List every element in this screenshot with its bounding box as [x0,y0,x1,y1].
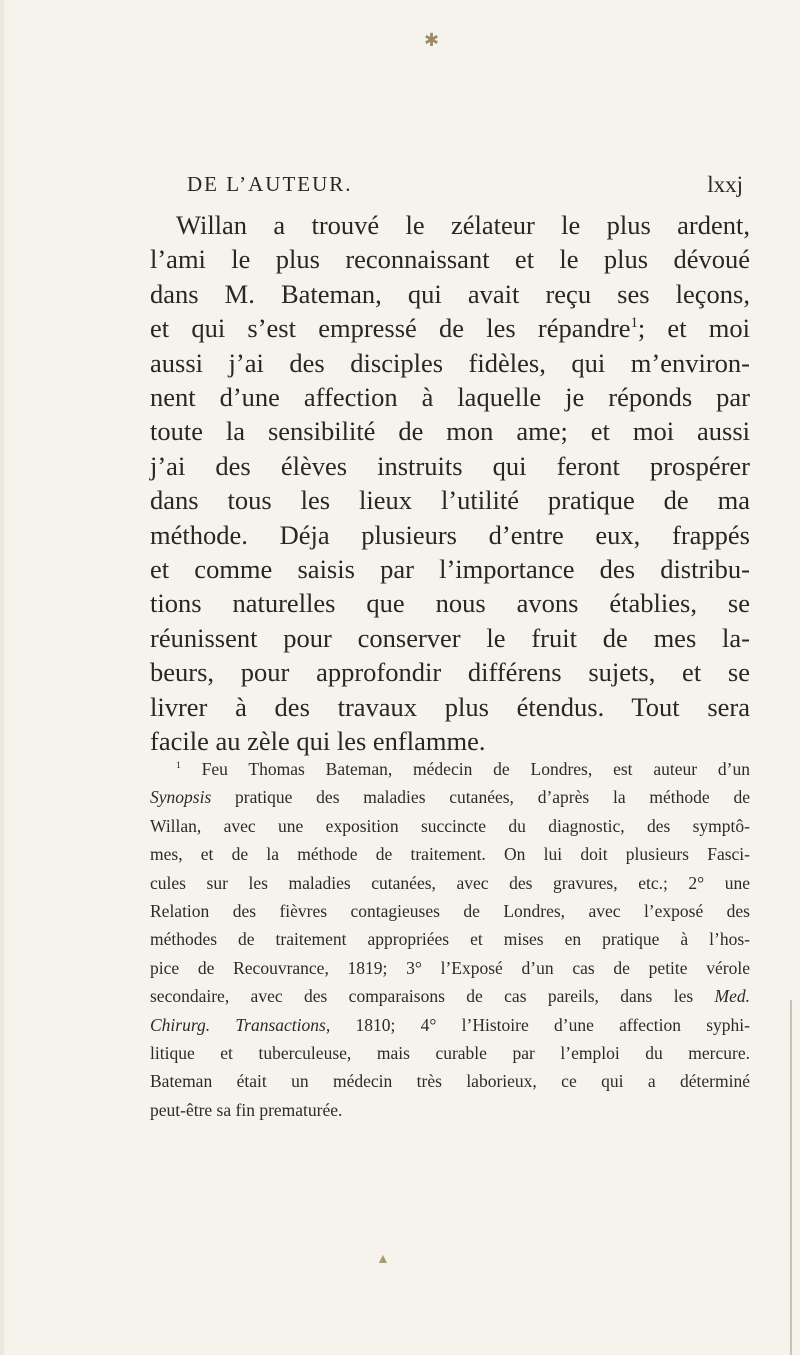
footnote-line-text: 1810; 4° l’Histoire d’une affection syphi- [355,1014,751,1035]
footnote-reference[interactable]: 1 [630,315,638,332]
body-line: Willan a trouvé le zélateur le plus ardent, [176,210,750,240]
footnote-line: Relation des fièvres contagieuses de Londres, avec l’exposé des [150,901,750,922]
footnote-line: peut-être sa fin prematurée. [150,1099,343,1120]
body-line: j’ai des élèves instruits qui feront prospérer [150,450,750,481]
body-line: l’ami le plus reconnaissant et le plus dévoué [150,244,750,275]
footnote-line-text: secondaire, avec des comparaisons de cas pareils, dans les [150,986,694,1007]
footnote-line [150,982,750,1010]
body-line: et comme saisis par l’importance des distribu- [150,554,750,585]
footnote-line-text: Feu Thomas Bateman, médecin de Londres, est auteur d’un [201,759,750,779]
footnote-line: pice de Recouvrance, 1819; 3° l’Exposé d’un cas de petite vérole [150,957,750,978]
body-line: beurs, pour approfondir différens sujets, et se [150,657,750,688]
footnote-line [150,1011,750,1039]
footnote-line: Bateman était un médecin très laborieux, ce qui a déterminé [150,1071,750,1092]
running-head-title: DE L’AUTEUR. [187,172,353,196]
body-line: tions naturelles que nous avons établies, se [150,588,750,619]
page-number: lxxj [707,172,743,197]
body-line: aussi j’ai des disciples fidèles, qui m’environ- [150,347,750,378]
footnote-line: cules sur les maladies cutanées, avec des gravures, etc.; 2° une [150,872,750,893]
running-head [187,172,743,200]
footnote-italic-journal: Chirurg. Transactions, [150,1014,331,1035]
footnote-marker: 1 [176,760,181,772]
footnote-italic-journal: Med. [714,986,751,1007]
footnote-italic-title: Synopsis [150,787,212,808]
ink-spot-icon: ▲ [376,1252,390,1267]
footnote-line: litique et tuberculeuse, mais curable par l’emploi du mercure. [150,1043,750,1064]
body-line: méthode. Déja plusieurs d’entre eux, frappés [150,519,750,550]
body-line: toute la sensibilité de mon ame; et moi aussi [150,416,750,447]
footnote [150,755,750,1124]
page-edge-line [790,1000,792,1355]
body-paragraph [150,208,750,759]
footnote-line: mes, et de la méthode de traitement. On lui doit plusieurs Fasci- [150,844,750,865]
ink-blot-icon: ✱ [424,30,440,50]
body-line: nent d’une affection à laquelle je réponds par [150,382,750,413]
body-line: dans tous les lieux l’utilité pratique de ma [150,485,750,516]
body-line: facile au zèle qui les enflamme. [150,726,486,757]
footnote-line [150,755,750,783]
footnote-line-text: pratique des maladies cutanées, d’après la méthode de [235,787,750,808]
body-line-text: et qui s’est empressé de les répandre [150,313,631,344]
footnote-line: Willan, avec une exposition succincte du diagnostic, des symptô- [150,815,750,836]
body-line: réunissent pour conserver le fruit de mes la- [150,622,750,653]
body-line-with-note [150,311,750,345]
body-line: dans M. Bateman, qui avait reçu ses leçons, [150,278,750,309]
footnote-line [150,783,750,811]
footnote-line: méthodes de traitement appropriées et mises en pratique à l’hos- [150,929,750,950]
page-gutter-shadow [0,0,4,1355]
body-line: livrer à des travaux plus étendus. Tout sera [150,691,750,722]
body-line-tail: ; et moi [637,313,750,344]
